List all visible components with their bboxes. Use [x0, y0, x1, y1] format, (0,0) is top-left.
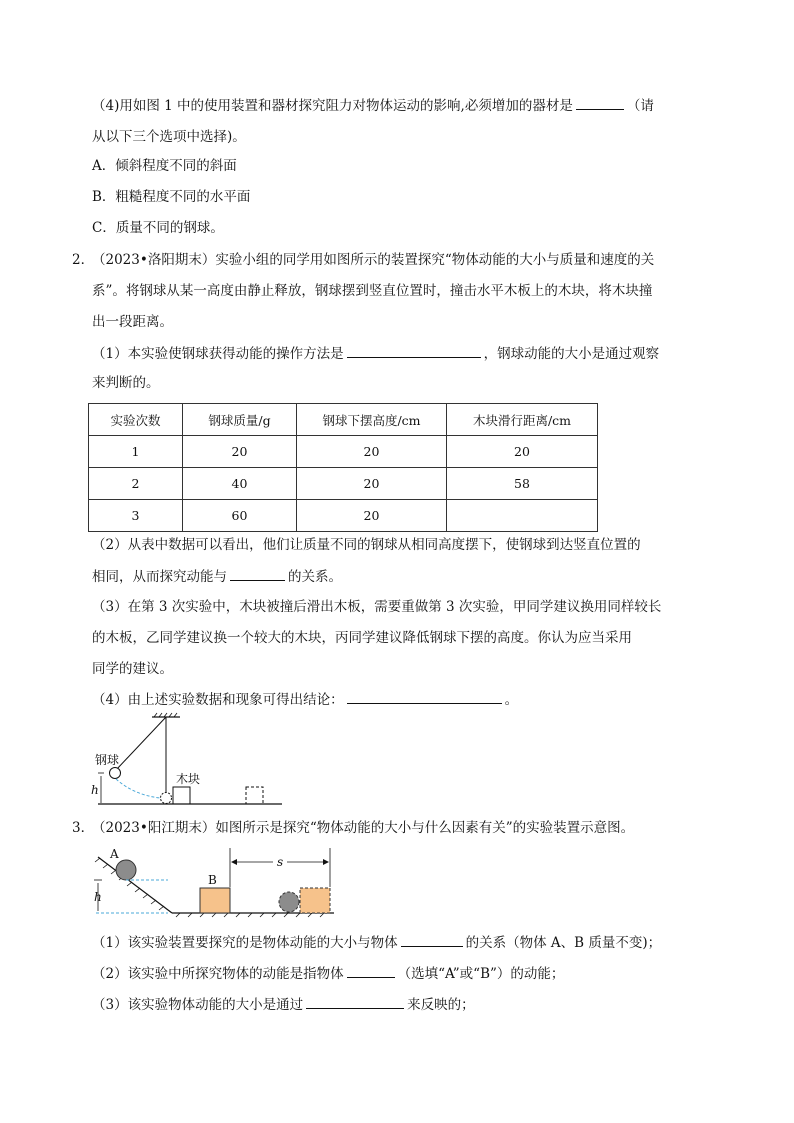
table-header-cell: 钢球下摆高度/cm [297, 404, 447, 436]
table-cell: 20 [183, 436, 297, 468]
q2-part2-line2 [92, 566, 342, 587]
q2-part4-line [92, 689, 518, 710]
q2-intro-line3: 出一段距离。 [92, 314, 173, 330]
q3-part3-line [92, 994, 475, 1015]
q3-part2-text-a: （2）该实验中所探究物体的动能是指物体 [92, 966, 344, 982]
table-cell: 1 [89, 436, 183, 468]
q3-number: 3． [72, 820, 95, 836]
q1-part4-blank[interactable] [576, 95, 624, 110]
q1-option-b: B．粗糙程度不同的水平面 [92, 189, 251, 205]
table-cell: 40 [183, 468, 297, 500]
table-cell: 20 [297, 436, 447, 468]
table-cell: 60 [183, 500, 297, 532]
q2-part1-line2: 来判断的。 [92, 375, 160, 391]
q2-part3-line2: 的木板，乙同学建议换一个较大的木块，丙同学建议降低钢球下摆的高度。你认为应当采用 [92, 630, 632, 646]
table-cell: 2 [89, 468, 183, 500]
table-header-cell: 钢球质量/g [183, 404, 297, 436]
block-label: 木块 [176, 772, 201, 786]
q1-part4-text: （4)用如图 1 中的使用装置和器材探究阻力对物体运动的影响,必须增加的器材是 [92, 98, 573, 114]
q3-part1-text-a: （1）该实验装置要探究的是物体动能的大小与物体 [92, 935, 398, 951]
q1-option-c: C．质量不同的钢球。 [92, 220, 224, 236]
q1-part4-line1 [92, 95, 654, 116]
q2-part1-text-a: （1）本实验使钢球获得动能的操作方法是 [92, 346, 344, 362]
block-b-label: B [208, 873, 217, 887]
table-row [89, 468, 598, 500]
q3-part3-text-b: 来反映的； [407, 997, 475, 1013]
q1-part4-text-end: （请 [626, 98, 654, 114]
q2-part4-blank[interactable] [347, 689, 502, 704]
q2-part3-line1: （3）在第 3 次实验中，木块被撞后滑出木板，需要重做第 3 次实验，甲同学建议换用同样较长 [92, 599, 662, 615]
q2-part4-text-b: 。 [504, 692, 519, 708]
ball-label: 钢球 [95, 753, 120, 767]
q2-part1-line1 [92, 343, 659, 364]
ball-a-label: A [110, 847, 119, 861]
q2-part2-text-b: 的关系。 [288, 569, 342, 585]
q3-intro: （2023•阳江期末）如图所示是探究“物体动能的大小与什么因素有关”的实验装置示意图。 [92, 820, 635, 836]
q3-part2-line [92, 963, 564, 984]
q2-part2-blank[interactable] [230, 566, 285, 581]
table-cell: 3 [89, 500, 183, 532]
q1-option-a: A．倾斜程度不同的斜面 [92, 158, 237, 174]
table-cell: 20 [447, 436, 598, 468]
q3-part3-text-a: （3）该实验物体动能的大小是通过 [92, 997, 304, 1013]
q2-part2-line1: （2）从表中数据可以看出，他们让质量不同的钢球从相同高度摆下，使钢球到达竖直位置的 [92, 537, 641, 553]
q2-intro-line2: 系”。将钢球从某一高度由静止释放，钢球摆到竖直位置时，撞击水平木板上的木块，将木块撞 [92, 283, 653, 299]
q3-part1-blank[interactable] [401, 932, 463, 947]
q3-part2-text-b: （选填“A”或“B”）的动能； [397, 966, 565, 982]
table-cell[interactable] [447, 500, 598, 532]
q2-part1-blank[interactable] [347, 343, 481, 358]
q2-data-table [88, 403, 598, 532]
distance-s-label: s [277, 855, 284, 869]
table-header-cell: 实验次数 [89, 404, 183, 436]
table-cell: 20 [297, 500, 447, 532]
q1-part4-line2: 从以下三个选项中选择)。 [92, 129, 246, 145]
table-header-cell: 木块滑行距离/cm [447, 404, 598, 436]
height-h-label: h [94, 890, 102, 904]
ramp-figure [88, 843, 344, 921]
q3-part2-blank[interactable] [347, 963, 395, 978]
pendulum-figure [86, 712, 286, 810]
table-row [89, 436, 598, 468]
table-cell: 20 [297, 468, 447, 500]
q2-part3-line3: 同学的建议。 [92, 661, 173, 677]
table-header-row [89, 404, 598, 436]
q2-number: 2． [72, 252, 95, 268]
q3-part1-text-b: 的关系（物体 A、B 质量不变)； [465, 935, 662, 951]
q3-part3-blank[interactable] [306, 994, 404, 1009]
q2-part2-text-a: 相同，从而探究动能与 [92, 569, 227, 585]
table-row [89, 500, 598, 532]
q2-part4-text-a: （4）由上述实验数据和现象可得出结论： [92, 692, 344, 708]
q2-intro-line1: （2023•洛阳期末）实验小组的同学用如图所示的装置探究“物体动能的大小与质量和速度的关 [92, 252, 655, 268]
height-label: h [91, 783, 99, 797]
table-cell: 58 [447, 468, 598, 500]
q2-part1-text-b: ，钢球动能的大小是通过观察 [483, 346, 660, 362]
q3-part1-line [92, 932, 661, 953]
